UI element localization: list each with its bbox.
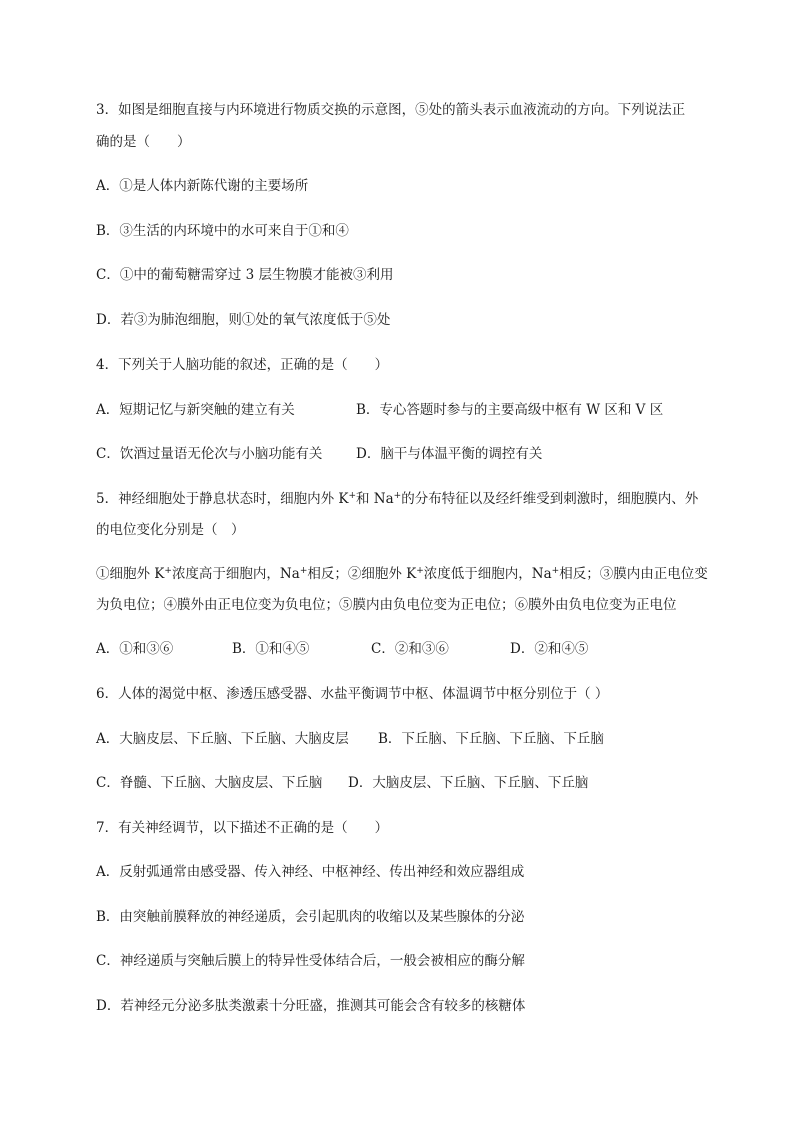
q3-option-a: A．①是人体内新陈代谢的主要场所: [96, 178, 309, 194]
q4-option-b: B．专心答题时参与的主要高级中枢有 W 区和 V 区: [356, 402, 664, 418]
q6-stem: 6．人体的渴觉中枢、渗透压感受器、水盐平衡调节中枢、体温调节中枢分别位于（ ）: [96, 686, 609, 702]
q3-option-d: D．若③为肺泡细胞，则①处的氧气浓度低于⑤处: [96, 312, 391, 328]
q5-option-a: A．①和③⑥: [96, 641, 174, 657]
q4-option-a: A．短期记忆与新突触的建立有关: [96, 402, 295, 418]
q7-option-c: C．神经递质与突触后膜上的特异性受体结合后，一般会被相应的酶分解: [96, 953, 525, 969]
q3-stem-line1: 3．如图是细胞直接与内环境进行物质交换的示意图，⑤处的箭头表示血液流动的方向。下列说法正: [96, 102, 686, 118]
q3-stem-line2: 确的是（ ）: [96, 134, 191, 150]
q7-option-a: A．反射弧通常由感受器、传入神经、中枢神经、传出神经和效应器组成: [96, 864, 525, 880]
q5-option-d: D．②和④⑤: [510, 641, 589, 657]
q5-stem-line2: 的电位变化分别是（ ）: [96, 522, 245, 538]
q7-option-d: D．若神经元分泌多肽类激素十分旺盛，推测其可能会含有较多的核糖体: [96, 998, 526, 1014]
q6-option-b: B．下丘脑、下丘脑、下丘脑、下丘脑: [378, 731, 604, 747]
q7-stem: 7．有关神经调节，以下描述不正确的是（ ）: [96, 820, 389, 836]
q4-option-d: D．脑干与体温平衡的调控有关: [356, 446, 543, 462]
q3-option-b: B．③生活的内环境中的水可来自于①和④: [96, 223, 349, 239]
q6-option-a: A．大脑皮层、下丘脑、下丘脑、大脑皮层: [96, 731, 349, 747]
q5-option-c: C．②和③⑥: [371, 641, 449, 657]
q5-statements-line2: 为负电位；④膜外由正电位变为负电位；⑤膜内由负电位变为正电位；⑥膜外由负电位变为正电位: [96, 597, 677, 613]
q6-option-c: C．脊髓、下丘脑、大脑皮层、下丘脑: [96, 775, 323, 791]
q6-option-d: D．大脑皮层、下丘脑、下丘脑、下丘脑: [348, 775, 589, 791]
q7-option-b: B．由突触前膜释放的神经递质，会引起肌肉的收缩以及某些腺体的分泌: [96, 909, 525, 925]
q5-stem-line1: 5．神经细胞处于静息状态时，细胞内外 K+和 Na+的分布特征以及经纤维受到刺激时，细胞膜内、外: [96, 491, 699, 507]
q5-option-b: B．①和④⑤: [232, 641, 310, 657]
q4-option-c: C．饮酒过量语无伦次与小脑功能有关: [96, 446, 323, 462]
q3-option-c: C．①中的葡萄糖需穿过 3 层生物膜才能被③利用: [96, 267, 394, 283]
q5-statements-line1: ①细胞外 K+浓度高于细胞内，Na+相反；②细胞外 K+浓度低于细胞内，Na+相反；③膜内由正电位变: [96, 566, 708, 582]
q4-stem: 4．下列关于人脑功能的叙述，正确的是（ ）: [96, 357, 389, 373]
